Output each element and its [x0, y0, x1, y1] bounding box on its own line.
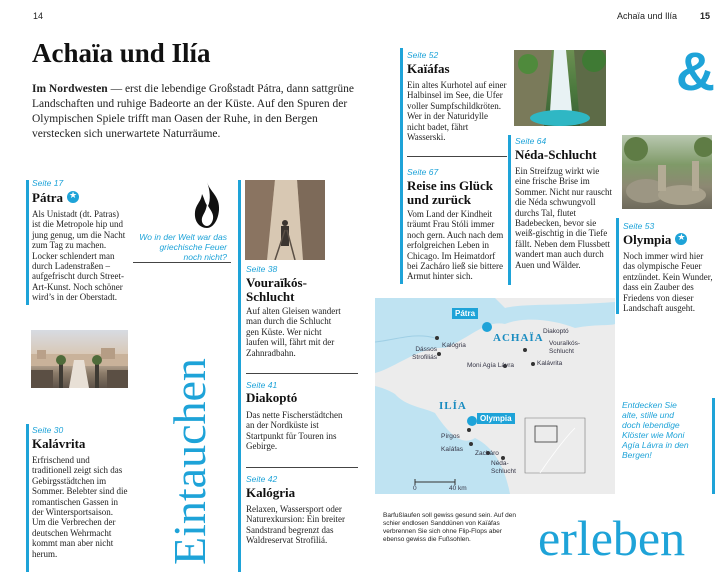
ampersand: &: [676, 42, 715, 102]
entry-title-olympia: Olympia★: [623, 233, 687, 247]
accent-bar: [616, 218, 619, 314]
page-ref-kalavrita: Seite 30: [32, 425, 64, 435]
photo-patra-stairs: [31, 330, 128, 388]
map-label-diakopto: Diakoptó: [543, 328, 569, 335]
map-label-olympia: Olympia: [477, 413, 515, 424]
entry-title-kalavrita: Kalávrita: [32, 436, 86, 451]
accent-bar: [400, 48, 403, 284]
running-title: Achaïa und Ilía: [616, 11, 677, 21]
entry-text-kalavrita: Erfrischend und traditionell zeigt sich das Gebirgsstädtchen im Sommer. Belebter sind die romantischen Gassen in der Wintersportsaison. Um die Verbrechen der deutschen Wehrmacht kommt man aber nicht herum.: [32, 455, 128, 559]
map-label-dassos: Dássos Strofiliás: [412, 346, 437, 361]
map-region-achaia: ACHAÏA: [493, 332, 544, 344]
intro-lead: Im Nordwesten: [32, 83, 108, 95]
entry-text-vouraikos: Auf alten Gleisen wandert man durch die Schlucht gen Küste. Wer nicht laufen will, fährt mit der Zahnradbahn.: [246, 306, 341, 358]
left-page-number: 14: [33, 11, 44, 21]
entry-title-neda: Néda-Schlucht: [515, 147, 597, 162]
map-label-zacharo: Zacháro: [475, 450, 499, 457]
accent-bar: [238, 180, 241, 572]
accent-bar: [26, 424, 29, 572]
star-icon: [675, 233, 687, 245]
page-ref-vouraikos: Seite 38: [246, 264, 278, 274]
map-label-patra: Pátra: [452, 308, 478, 319]
fire-icon: [188, 180, 226, 230]
map-label-pirgos: Pírgos: [441, 433, 460, 440]
accent-bar: [712, 398, 715, 494]
erleben-word: erleben: [538, 510, 686, 566]
side-note-kloster: Entdecken Sie alte, stille und doch lebendige Klöster wie Moni Agía Lávra in den Bergen!: [622, 400, 689, 460]
entry-title-patra: Pátra★: [32, 191, 79, 205]
page-ref-neda: Seite 64: [515, 136, 547, 146]
entry-title-kalogria: Kalógria: [246, 485, 296, 500]
photo-olympia-ruins: [622, 135, 712, 209]
entry-title-reise: Reise ins Glück und zurück: [407, 178, 493, 207]
photo-neda-waterfall: [514, 50, 606, 126]
map-region-ilia: ILÍA: [439, 400, 467, 412]
intro-text: — erst die lebendige Großstadt Pátra, dann sattgrüne Landschaften und ruhige Badeorte an der Küste. Auf den Spuren der Olympischen Spiele trifft man Oasen der Ruhe, in den Bergen verstecken sich unerwartete Naturräume.: [32, 83, 354, 140]
entry-text-reise: Vom Land der Kindheit träumt Frau Stóli immer noch gern. Auch nach dem erfolgreichen Leben in Chicago. Im Heimatdorf bei Zacháro ließ sie bittere Armut hinter sich.: [407, 209, 504, 282]
page-title: Achaïa und Ilía: [32, 38, 211, 68]
map-label-kalavrita: Kalávrita: [537, 360, 563, 367]
page-ref-reise: Seite 67: [407, 167, 439, 177]
entry-text-patra: Als Unistadt (dt. Patras) ist die Metropole hip und jung genug, um die Nacht zum Tag zu machen. Locker schlendert man durch Ladenstraßen – aufgefrischt durch Street-Art-Kunst. Noch schöner wird’s in der Oberstadt.: [32, 209, 126, 303]
page-ref-olympia: Seite 53: [623, 221, 655, 231]
entry-text-neda: Ein Streifzug wirkt wie eine frische Brise im Sommer. Nicht nur rauscht die Néda schwungvoll durchs Tal, flutet Badebecken, bevor sie weiß-gischtig in die Tiefe fällt. Neben dem Flussbett wandert man auch durch Auen und Wälder.: [515, 166, 612, 270]
region-map: [375, 298, 615, 494]
photo-caption: Barfußlaufen soll gewiss gesund sein. Auf den schier endlosen Sanddünen von Kaïáfas verbrennen Sie sich ohne Flip-Flops aber ebenso gewiss die Fußsohlen.: [383, 512, 516, 543]
divider: [133, 262, 231, 263]
star-icon: [67, 191, 79, 203]
map-scale-start: 0: [413, 485, 417, 492]
divider: [407, 156, 507, 157]
entry-title-diakopto: Diakoptó: [246, 390, 298, 405]
map-scale-end: 40 km: [449, 485, 467, 492]
page-ref-diakopto: Seite 41: [246, 380, 278, 390]
fire-caption: Wo in der Welt war das griechische Feuer noch nicht?: [139, 232, 227, 262]
right-page-number: 15: [699, 11, 710, 21]
entry-text-kaiafas: Ein altes Kurhotel auf einer Halbinsel im See, die Ufer voller Sumpfschildkröten. Wer in der Naturidylle nicht badet, fährt Wasserski.: [407, 80, 507, 143]
photo-vouraikos-gorge: [245, 180, 325, 260]
page-ref-kaiafas: Seite 52: [407, 50, 439, 60]
eintauchen-vertical-word: Eintauchen: [164, 358, 215, 565]
page-ref-patra: Seite 17: [32, 178, 64, 188]
map-label-neda: Néda-Schlucht: [491, 460, 516, 475]
entry-title-vouraikos: Vouraïkós-Schlucht: [246, 275, 307, 304]
page-ref-kalogria: Seite 42: [246, 474, 278, 484]
map-label-kalogria: Kalógria: [442, 342, 466, 349]
entry-title-kaiafas: Kaïáfas: [407, 61, 450, 76]
divider: [246, 467, 358, 468]
map-label-vouraikos: Vouraïkós-Schlucht: [549, 340, 581, 355]
divider: [246, 373, 358, 374]
map-label-kaiafas: Kaïáfas: [441, 446, 464, 453]
entry-text-kalogria: Relaxen, Wassersport oder Naturexkursion: Ein breiter Sandstrand begrenzt das Waldreservat Strofiliá.: [246, 504, 345, 546]
accent-bar: [508, 135, 511, 285]
map-label-moni-agia-lavra: Moni Agía Lávra: [467, 362, 514, 369]
accent-bar: [26, 180, 29, 305]
entry-text-diakopto: Das nette Fischerstädtchen an der Nordküste ist Startpunkt für Touren ins Gebirge.: [246, 410, 343, 452]
intro-paragraph: [32, 82, 366, 142]
entry-text-olympia: Noch immer wird hier das olympische Feuer entzündet. Kein Wunder, dass ein Zauber des Friedens von dieser Landschaft ausgeht.: [623, 251, 713, 314]
